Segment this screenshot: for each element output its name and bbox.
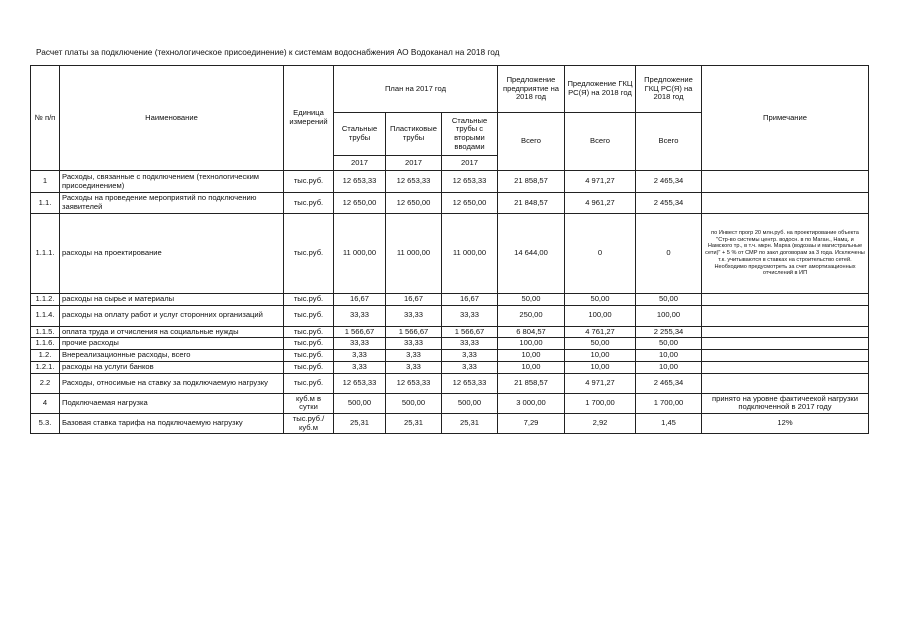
row-steel: 12 653,33	[334, 171, 386, 193]
row-steel-inputs: 33,33	[442, 338, 498, 350]
row-plastic: 500,00	[386, 393, 442, 413]
row-unit: тыс.руб.	[284, 361, 334, 373]
row-num: 1.1.1.	[31, 214, 60, 294]
header-year-steel: 2017	[334, 156, 386, 171]
row-note: принято на уровне фактичеекой нагрузки подключенной в 2017 году	[702, 393, 869, 413]
row-num: 1.1.2.	[31, 294, 60, 306]
table-row	[31, 414, 869, 434]
row-plastic: 1 566,67	[386, 326, 442, 338]
row-note	[702, 373, 869, 393]
row-plastic: 16,67	[386, 294, 442, 306]
table-row	[31, 338, 869, 350]
row-name: расходы на услуги банков	[60, 361, 284, 373]
table-row	[31, 373, 869, 393]
row-note	[702, 361, 869, 373]
row-note	[702, 338, 869, 350]
row-unit: тыс.руб.	[284, 171, 334, 193]
row-steel-inputs: 1 566,67	[442, 326, 498, 338]
table-row	[31, 305, 869, 326]
header-proposal-enterprise: Предложение предприятие на 2018 год	[498, 66, 565, 113]
table-row	[31, 350, 869, 362]
row-gkc-2: 2 255,34	[636, 326, 702, 338]
table-row	[31, 294, 869, 306]
row-plastic: 33,33	[386, 338, 442, 350]
header-total-enterprise: Всего	[498, 113, 565, 171]
row-name: Расходы, связанные с подключением (технологическим присоединением)	[60, 171, 284, 193]
row-unit: тыс.руб.	[284, 373, 334, 393]
row-enterprise: 7,29	[498, 414, 565, 434]
row-unit: тыс.руб.	[284, 305, 334, 326]
row-unit: тыс.руб.	[284, 214, 334, 294]
row-gkc-2: 2 465,34	[636, 171, 702, 193]
header-steel-inputs: Стальные трубы с вторыми вводами	[442, 113, 498, 156]
row-name: оплата труда и отчисления на социальные нужды	[60, 326, 284, 338]
row-steel: 3,33	[334, 361, 386, 373]
row-unit: тыс.руб.	[284, 350, 334, 362]
row-steel-inputs: 3,33	[442, 361, 498, 373]
row-plastic: 12 653,33	[386, 171, 442, 193]
row-num: 5.3.	[31, 414, 60, 434]
table-row	[31, 361, 869, 373]
row-enterprise: 21 858,57	[498, 373, 565, 393]
row-enterprise: 21 848,57	[498, 193, 565, 214]
row-steel: 12 653,33	[334, 373, 386, 393]
row-gkc-2: 10,00	[636, 350, 702, 362]
row-steel-inputs: 12 653,33	[442, 373, 498, 393]
row-num: 1.1.4.	[31, 305, 60, 326]
row-gkc-1: 0	[565, 214, 636, 294]
table-row	[31, 171, 869, 193]
row-steel: 25,31	[334, 414, 386, 434]
header-name: Наименование	[60, 66, 284, 171]
row-name: расходы на проектирование	[60, 214, 284, 294]
row-name: Расходы на проведение мероприятий по подключению заявителей	[60, 193, 284, 214]
row-num: 1.2.1.	[31, 361, 60, 373]
row-steel-inputs: 11 000,00	[442, 214, 498, 294]
row-steel: 12 650,00	[334, 193, 386, 214]
row-note	[702, 305, 869, 326]
row-note: 12%	[702, 414, 869, 434]
row-steel: 1 566,67	[334, 326, 386, 338]
row-name: расходы на сырье и материалы	[60, 294, 284, 306]
row-gkc-2: 10,00	[636, 361, 702, 373]
row-gkc-1: 2,92	[565, 414, 636, 434]
row-name: Расходы, относимые на ставку за подключаемую нагрузку	[60, 373, 284, 393]
row-num: 1.1.5.	[31, 326, 60, 338]
row-unit: тыс.руб.	[284, 294, 334, 306]
row-num: 4	[31, 393, 60, 413]
header-year-plastic: 2017	[386, 156, 442, 171]
row-gkc-1: 4 761,27	[565, 326, 636, 338]
row-name: расходы на оплату работ и услуг сторонних организаций	[60, 305, 284, 326]
row-enterprise: 50,00	[498, 294, 565, 306]
table-row	[31, 393, 869, 413]
row-note	[702, 193, 869, 214]
header-plan: План на 2017 год	[334, 66, 498, 113]
row-enterprise: 6 804,57	[498, 326, 565, 338]
row-name: Внереализационные расходы, всего	[60, 350, 284, 362]
table-row	[31, 214, 869, 294]
row-enterprise: 21 858,57	[498, 171, 565, 193]
row-num: 1	[31, 171, 60, 193]
row-note	[702, 350, 869, 362]
row-enterprise: 250,00	[498, 305, 565, 326]
table-row	[31, 326, 869, 338]
header-proposal-gkc-2: Предложение ГКЦ РС(Я) на 2018 год	[636, 66, 702, 113]
row-gkc-2: 100,00	[636, 305, 702, 326]
row-enterprise: 14 644,00	[498, 214, 565, 294]
row-steel-inputs: 25,31	[442, 414, 498, 434]
row-plastic: 11 000,00	[386, 214, 442, 294]
header-plastic: Пластиковые трубы	[386, 113, 442, 156]
document-title: Расчет платы за подключение (технологическое присоединение) к системам водоснабжения АО Водоканал на 2018 год	[36, 47, 500, 57]
row-gkc-1: 10,00	[565, 361, 636, 373]
row-name: прочие расходы	[60, 338, 284, 350]
row-note	[702, 294, 869, 306]
row-note	[702, 326, 869, 338]
row-gkc-1: 1 700,00	[565, 393, 636, 413]
row-gkc-1: 4 961,27	[565, 193, 636, 214]
header-unit: Единица измерений	[284, 66, 334, 171]
row-steel: 3,33	[334, 350, 386, 362]
row-steel: 16,67	[334, 294, 386, 306]
header-year-steel-inputs: 2017	[442, 156, 498, 171]
row-gkc-1: 10,00	[565, 350, 636, 362]
header-proposal-gkc-1: Предложение ГКЦ РС(Я) на 2018 год	[565, 66, 636, 113]
row-enterprise: 100,00	[498, 338, 565, 350]
row-name: Базовая ставка тарифа на подключаемую нагрузку	[60, 414, 284, 434]
row-gkc-2: 50,00	[636, 294, 702, 306]
row-plastic: 3,33	[386, 350, 442, 362]
row-gkc-1: 4 971,27	[565, 171, 636, 193]
row-gkc-1: 100,00	[565, 305, 636, 326]
row-gkc-1: 50,00	[565, 294, 636, 306]
row-steel: 11 000,00	[334, 214, 386, 294]
row-num: 2.2	[31, 373, 60, 393]
row-gkc-2: 2 455,34	[636, 193, 702, 214]
row-plastic: 25,31	[386, 414, 442, 434]
row-gkc-1: 4 971,27	[565, 373, 636, 393]
row-enterprise: 3 000,00	[498, 393, 565, 413]
row-steel-inputs: 33,33	[442, 305, 498, 326]
header-num: № п/п	[31, 66, 60, 171]
tariff-table	[30, 65, 869, 434]
row-steel: 500,00	[334, 393, 386, 413]
row-plastic: 33,33	[386, 305, 442, 326]
row-gkc-2: 1,45	[636, 414, 702, 434]
row-gkc-2: 50,00	[636, 338, 702, 350]
row-plastic: 12 653,33	[386, 373, 442, 393]
row-steel-inputs: 500,00	[442, 393, 498, 413]
row-steel-inputs: 16,67	[442, 294, 498, 306]
row-gkc-2: 0	[636, 214, 702, 294]
row-plastic: 3,33	[386, 361, 442, 373]
row-steel-inputs: 3,33	[442, 350, 498, 362]
row-steel-inputs: 12 653,33	[442, 171, 498, 193]
row-unit: тыс.руб.	[284, 338, 334, 350]
row-note: по Инвест прогр 20 млн.руб. на проектирование объекта "Стр-во системы центр. водосн. в по Маган., Намц. и Намского тр., в т.ч. мкрн. Марха (водозаы и магистральные сети)" + 5 % от СМР по закл договорам за 3 года. Исключены т.к. учитываются в ставках на строительство сетей. Необходимо предусмотреть за счет амортизационных отчислений в ИП	[702, 214, 869, 294]
row-steel-inputs: 12 650,00	[442, 193, 498, 214]
row-num: 1.2.	[31, 350, 60, 362]
row-num: 1.1.6.	[31, 338, 60, 350]
row-unit: тыс.руб./куб.м	[284, 414, 334, 434]
header-note: Примечание	[702, 66, 869, 171]
row-gkc-1: 50,00	[565, 338, 636, 350]
row-unit: тыс.руб.	[284, 326, 334, 338]
row-gkc-2: 1 700,00	[636, 393, 702, 413]
row-num: 1.1.	[31, 193, 60, 214]
row-steel: 33,33	[334, 338, 386, 350]
header-steel: Стальные трубы	[334, 113, 386, 156]
header-total-gkc-2: Всего	[636, 113, 702, 171]
row-unit: куб.м в сутки	[284, 393, 334, 413]
row-enterprise: 10,00	[498, 361, 565, 373]
row-plastic: 12 650,00	[386, 193, 442, 214]
row-gkc-2: 2 465,34	[636, 373, 702, 393]
row-name: Подключаемая нагрузка	[60, 393, 284, 413]
header-total-gkc-1: Всего	[565, 113, 636, 171]
row-enterprise: 10,00	[498, 350, 565, 362]
row-steel: 33,33	[334, 305, 386, 326]
row-note	[702, 171, 869, 193]
row-unit: тыс.руб.	[284, 193, 334, 214]
table-row	[31, 193, 869, 214]
